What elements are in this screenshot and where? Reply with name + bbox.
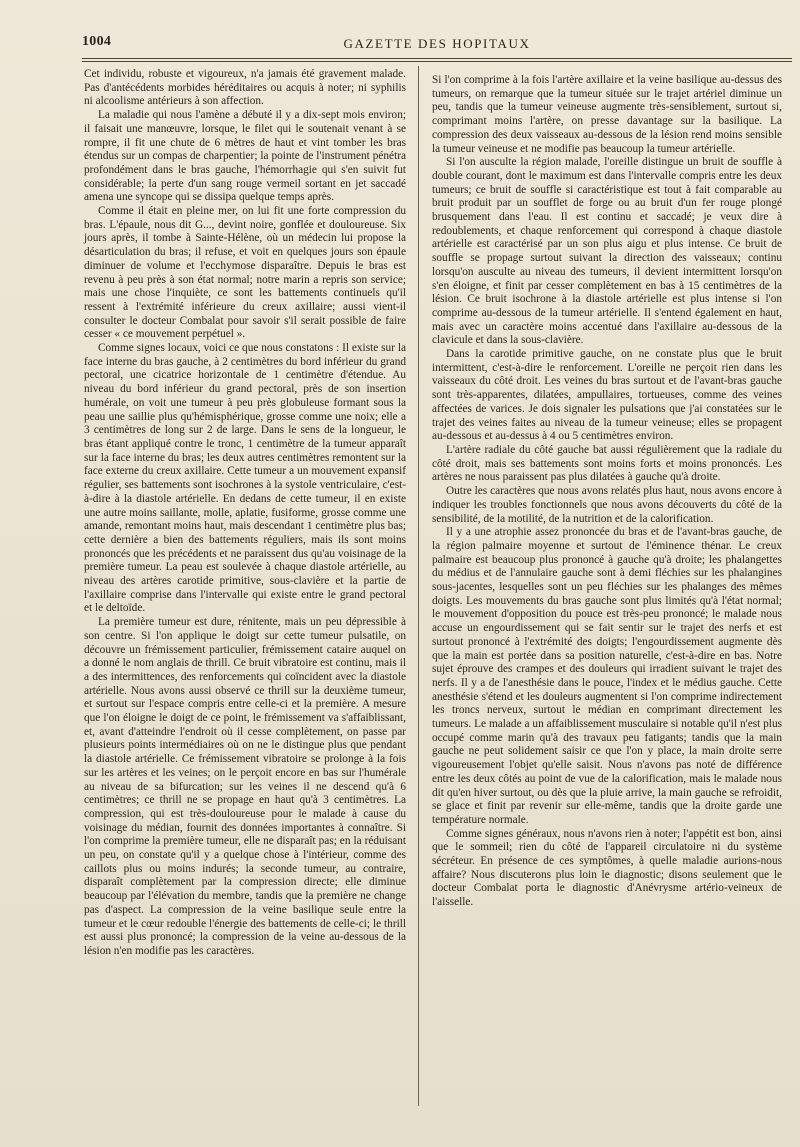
paragraph: Comme signes généraux, nous n'avons rien à noter; l'appétit est bon, ainsi que le sommeil; rien du côté de l'appareil circulatoire ni du système sécréteur. En présence de ces symptômes, à quelle maladie aurions-nous affaire? Nous discuterons plus loin le diagnostic; disons seulement que le docteur Combalat porta le diagnostic d'Anévrysme artério-veineux de l'aisselle. xyxy=(432,827,782,909)
paragraph: La première tumeur est dure, rénitente, mais un peu dépressible à son centre. Si l'on applique le doigt sur cette tumeur pulsatile, on découvre un frémissement particulier, frémissement cataire auquel on a donné le nom anglais de thrill. Ce bruit vibratoire est continu, mais il a des intermittences, des renforcements qui coïncident avec la diastole artérielle. Nous avons aussi observé ce thrill sur la deuxième tumeur, et surtout sur l'espace compris entre celle-ci et la première. A mesure que l'on éloigne le doigt de ce point, le frémissement va s'affaiblissant, et, avant d'atteindre l'endroit où il cesse complètement, on passe par plusieurs points intermédiaires où on ne le distingue plus que pendant la diastole artérielle. Ce frémissement vibratoire se prolonge à la fois sur les artères et les veines; on le perçoit encore en bas sur l'humérale au niveau de sa bifurcation; sur les veines il ne descend qu'à 6 centimètres; ce thrill ne se propage en haut qu'à 3 centimètres. La compression, qui est très-douloureuse pour le malade à cause du voisinage du médian, fournit des données importantes à connaître. Si l'on comprime la première tumeur, elle ne disparaît pas; en la réduisant un peu, on constate qu'il y a quelque chose à l'intérieur, comme des caillots plus ou moins indurés; la seconde tumeur, au contraire, disparaît complètement par la compression directe; elle diminue beaucoup par l'élévation du membre, tandis que la première ne change pas d'aspect. La compression de la veine basilique seule entre la tumeur et le cœur redouble l'énergie des battements de celle-ci; le thrill est aussi plus prononcé; la compression de la veine au-dessous de la lésion n'en modifie pas les caractères. xyxy=(84,616,406,957)
paragraph: La maladie qui nous l'amène a débuté il y a dix-sept mois environ; il faisait une manœuvre, lorsque, le filet qui le soutenait venant à se rompre, il fit une chute de 6 mètres de haut et vint tomber les bras étendus sur un compas de charpentier; la pointe de l'instrument pénétra profondément dans le bras gauche, l'hémorrhagie qui s'en suivit fut considérable; la perte d'un sang rouge vermeil sortant en jet saccadé amena une syncope qui se dissipa quelque temps après. xyxy=(84,109,406,204)
paragraph: Comme signes locaux, voici ce que nous constatons : Il existe sur la face interne du bras gauche, à 2 centimètres du bord inférieur du grand pectoral, une cicatrice horizontale de 1 centimètre d'étendue. Au niveau du bord inférieur du grand pectoral, près de son insertion humérale, on voit une tumeur à peu près globuleuse formant sous la peau une saillie plus qu'hémisphérique, grosse comme une noix; elle a 3 centimètres de long sur 2 de large. Dans le sens de la longueur, le bras étant appliqué contre le tronc, 1 centimètre de la tumeur apparaît sur la face interne du bras; les deux autres centimètres remontent sur la face externe du creux axillaire. Cette tumeur a un mouvement expansif régulier, ses battements sont isochrones à la systole ventriculaire, c'est-à-dire à la diastole artérielle. En dedans de cette tumeur, il en existe une autre moins saillante, molle, aplatie, fusiforme, grosse comme une amande, remontant moins haut, mais descendant 1 centimètre plus bas; cette dernière a bien des battements réguliers, mais ils sont moins prononcés que les précédents et ne paraissent dus qu'au voisinage de la première tumeur. La peau est soulevée à chaque diastole artérielle, au niveau des artères carotide primitive, sous-clavière et la partie de l'axillaire comprise dans l'intervalle qui existe entre le grand pectoral et le deltoïde. xyxy=(84,342,406,615)
page-header xyxy=(82,28,792,58)
paragraph: L'artère radiale du côté gauche bat aussi régulièrement que la radiale du côté droit, mais ses battements sont moins forts et moins prononcés. Les artères ne nous paraissent pas plus dilatées à gauche qu'à droite. xyxy=(432,443,782,484)
header-rule-double xyxy=(82,61,792,62)
paragraph: Si l'on comprime à la fois l'artère axillaire et la veine basilique au-dessus des tumeurs, on remarque que la tumeur située sur le trajet artériel diminue un peu, tandis que la tumeur veineuse augmente très-sensiblement, surtout si, comprimant moins l'artère, on presse davantage sur la basilique. La compression des deux vaisseaux au-dessous de la lésion rend moins sensible la tumeur veineuse et ne modifie pas beaucoup la tumeur artérielle. xyxy=(432,74,782,155)
paragraph: Outre les caractères que nous avons relatés plus haut, nous avons encore à indiquer les troubles fonctionnels que nous avons découverts du côté de la sensibilité, de la motilité, de la nutrition et de la calorification. xyxy=(432,485,782,525)
paragraph: Cet individu, robuste et vigoureux, n'a jamais été gravement malade. Pas d'antécédents morbides héréditaires ou acquis à noter; ni syphilis ni alcoolisme antérieurs à son affection. xyxy=(84,68,406,108)
paragraph: Il y a une atrophie assez prononcée du bras et de l'avant-bras gauche, de la région palmaire moyenne et surtout de l'éminence thénar. Le creux palmaire est beaucoup plus prononcé à gauche qu'à droite; les phalangettes du médius et de l'annulaire gauche sont à demi fléchies sur les phalangines sous-jacentes, lesquelles sont un peu fléchies sur les phalanges des mêmes doigts. Les mouvements du bras gauche sont plus limités qu'à l'état normal; le mouvement d'opposition du pouce est très-peu prononcé; le malade nous accuse un engourdissement qui se fait sentir sur le trajet des nerfs et est surtout prononcé à l'extrémité des doigts; l'engourdissement augmente dès que la main est portée dans sa position naturelle, c'est-à-dire en bas. Notre sujet éprouve des crampes et des douleurs qui irradient suivant le trajet des nerfs. Il y a de l'anesthésie dans le pouce, l'index et le médius gauche. Cette anesthésie s'étend et les douleurs augmentent si l'on comprime indirectement les troncs nerveux, surtout le médian en comprimant directement les tumeurs. Le malade a un affaiblissement musculaire si notable qu'il n'est plus occupé comme marin qu'à des travaux peu fatigants; tandis que la main gauche ne peut solidement saisir ce que l'on y place, la main droite serre vigoureusement l'objet qu'elle saisit. Nous n'avons pas noté de différence entre les deux côtés au point de vue de la calorification, mais le malade nous dit qu'en hiver surtout, ou dès que la pluie arrive, la main gauche se refroidit, se glace et finit par revenir sur elle-même, tandis que la droite garde une température normale. xyxy=(432,526,782,826)
page-number: 1004 xyxy=(82,34,112,49)
header-rule xyxy=(82,58,792,59)
right-column xyxy=(432,74,782,910)
column-divider xyxy=(418,66,419,1106)
paragraph: Dans la carotide primitive gauche, on ne constate plus que le bruit intermittent, c'est-à-dire le renforcement. L'oreille ne perçoit rien dans les vaisseaux du côté droit. Les veines du bras surtout et de l'avant-bras gauche sont très-apparentes, dilatées, ampullaires, tortueuses, comme des veines affectées de varices. Je dois signaler les pulsations que j'ai constatées sur le trajet des veines faites au niveau de la tumeur veineuse; elles se propagent au-dessous et au-dessus à 4 ou 5 centimètres environ. xyxy=(432,348,782,443)
running-title: GAZETTE DES HOPITAUX xyxy=(343,36,531,51)
left-column xyxy=(84,68,406,959)
paragraph: Si l'on ausculte la région malade, l'oreille distingue un bruit de souffle à double courant, dont le maximum est dans l'intervalle compris entre les deux tumeurs; ce bruit de souffle si caractéristique est tout à fait comparable au bruit produit par un soufflet de forge ou au bruit d'un fer rouge plongé brusquement dans l'eau. Il est continu et saccadé; je veux dire à redoublements, et chaque renforcement qui correspond à chaque diastole artérielle est caractérisé par un son plus aigu et plus intense. Ce bruit de souffle se propage surtout suivant la direction des vaisseaux; continu lorsqu'on ausculte au niveau des tumeurs, il devient intermittent lorsqu'on s'en éloigne, et finit par cesser complètement en bas à 15 centimètres de la lésion. Ce bruit isochrone à la diastole artérielle est plus intense si l'on comprime au-dessous de la tumeur artérielle. Il s'entend également en haut, mais avec un caractère moins accentué dans l'axillaire au-dessous de la clavicule et dans la sous-clavière. xyxy=(432,156,782,347)
paragraph: Comme il était en pleine mer, on lui fit une forte compression du bras. L'épaule, nous dit G..., devint noire, gonflée et douloureuse. Six jours après, il tombe à Sainte-Hélène, où un médecin lui propose la désarticulation du bras; il refuse, et voit en quelques jours son épaule diminuer de volume et l'ecchymose disparaître. Depuis le bras est revenu à peu près à son état normal; notre marin a repris son service; mais une chose l'inquiète, ce sont les battements continuels qu'il ressent à l'extrémité inférieure du creux axillaire; aussi vient-il consulter le docteur Combalat pour savoir s'il serait possible de faire cesser « ce mouvement perpétuel ». xyxy=(84,205,406,341)
